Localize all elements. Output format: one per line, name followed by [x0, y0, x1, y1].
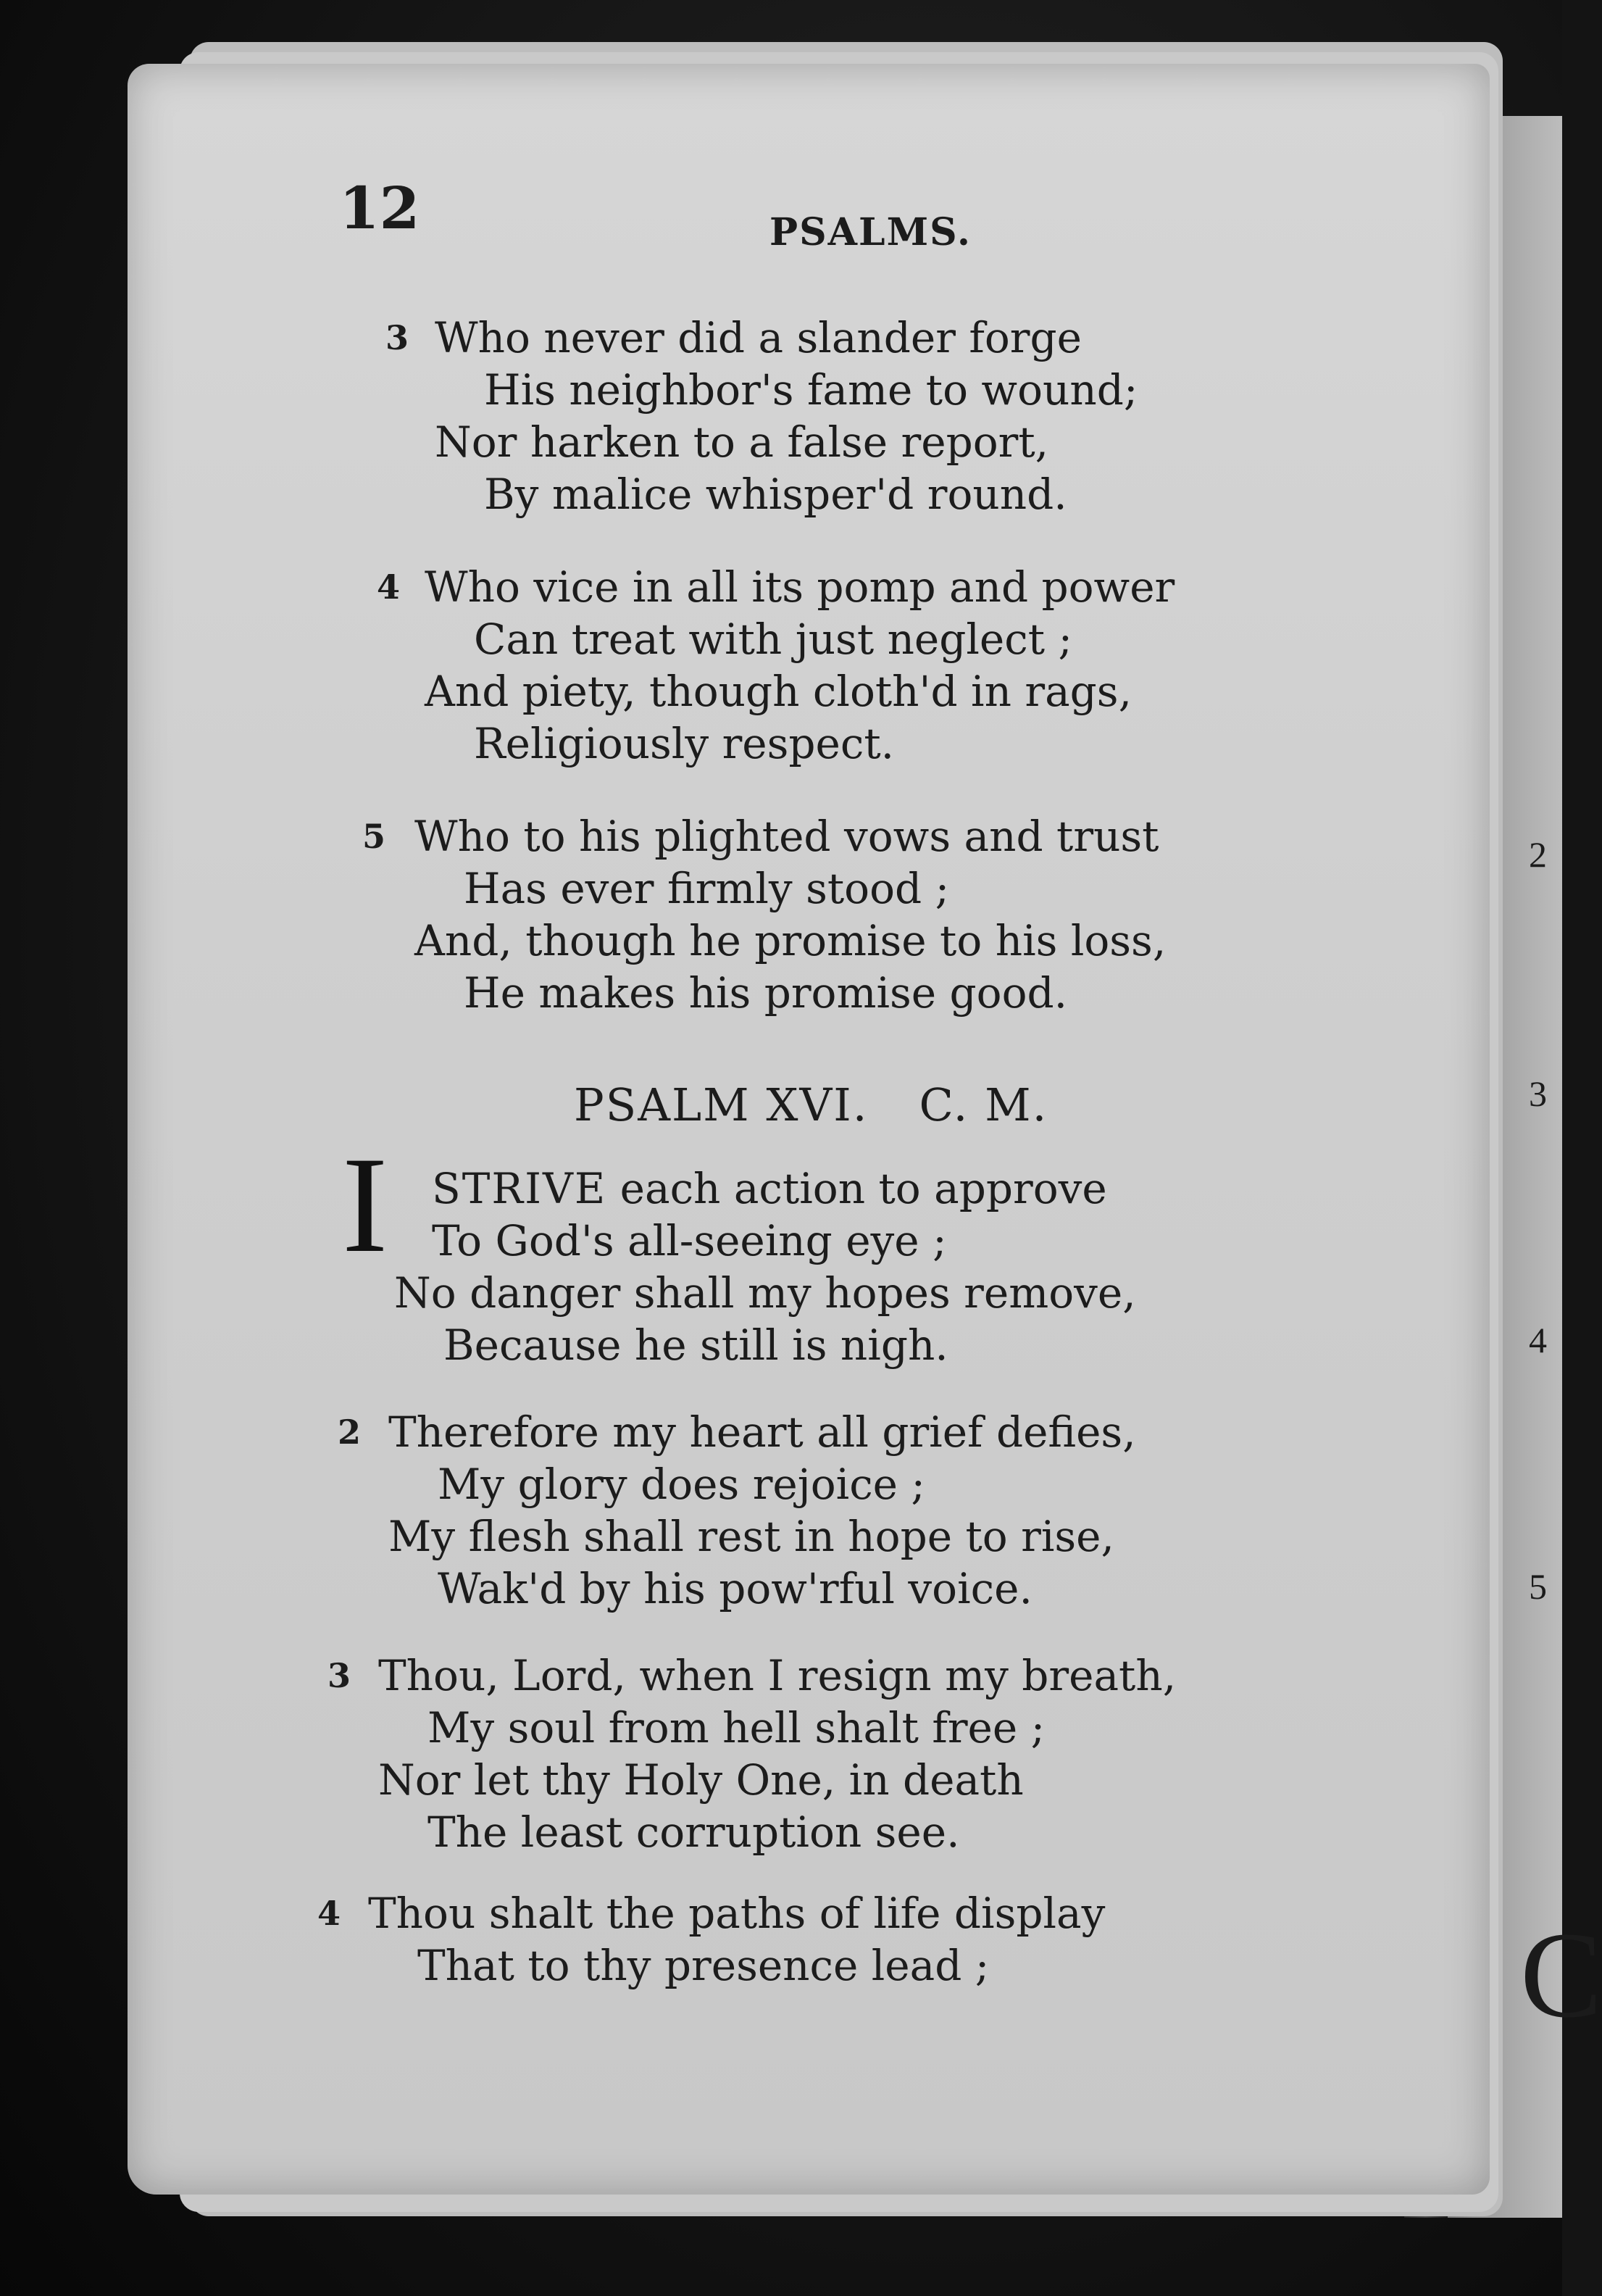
verse-line: My soul from hell shalt free ; — [427, 1703, 1046, 1752]
facing-verse-number: 2 — [1529, 834, 1547, 875]
stanza — [338, 1406, 1136, 1615]
facing-verse-number: 3 — [1529, 1073, 1547, 1114]
verse-line: Wak'd by his pow'rful voice. — [438, 1564, 1032, 1613]
stanza — [328, 1650, 1177, 1858]
psalm-title: PSALM XVI. — [574, 1078, 869, 1131]
facing-partial-capital: C — [1520, 1907, 1602, 2043]
verse-line: His neighbor's fame to wound; — [484, 365, 1138, 415]
verse-line: Therefore my heart all grief defies, — [388, 1407, 1136, 1457]
facing-verse-number: 4 — [1529, 1320, 1547, 1360]
stanza — [362, 810, 1167, 1019]
psalm-heading — [574, 1078, 1048, 1131]
verse-line: My glory does rejoice ; — [438, 1460, 925, 1509]
first-word: STRIVE — [432, 1164, 607, 1213]
verse-number: 4 — [377, 567, 401, 607]
facing-verse-number: 5 — [1529, 1566, 1547, 1607]
verse-number: 3 — [328, 1656, 351, 1695]
verse-line: Thou, Lord, when I resign my breath, — [378, 1651, 1177, 1700]
verse-line: Can treat with just neglect ; — [474, 615, 1073, 664]
verse-number: 4 — [317, 1894, 341, 1933]
verse-line: Nor let thy Holy One, in death — [378, 1755, 1024, 1805]
verse-line: Thou shalt the paths of life display — [368, 1889, 1106, 1938]
stanza — [377, 561, 1175, 770]
verse-line: That to thy presence lead ; — [417, 1941, 990, 1990]
verse-line: Religiously respect. — [474, 719, 895, 768]
verse-line — [432, 1162, 1107, 1215]
verse-line: And piety, though cloth'd in rags, — [425, 667, 1132, 716]
verse-number: 3 — [385, 318, 409, 357]
verse-line: To God's all-seeing eye ; — [432, 1216, 947, 1265]
stanza — [394, 1267, 1136, 1371]
verse-line: The least corruption see. — [427, 1808, 960, 1857]
first-line-rest: each action to approve — [606, 1164, 1107, 1213]
drop-cap: I — [342, 1129, 388, 1281]
verse-line: My flesh shall rest in hope to rise, — [388, 1512, 1114, 1561]
verse-line: He makes his promise good. — [464, 968, 1068, 1018]
verse-line: Because he still is nigh. — [443, 1320, 948, 1370]
stanza — [432, 1162, 1107, 1267]
page-number: 12 — [339, 174, 420, 242]
stanza — [317, 1887, 1106, 1992]
verse-line: Has ever firmly stood ; — [464, 864, 950, 913]
psalm-meter: C. M. — [919, 1078, 1048, 1131]
verse-number: 5 — [362, 817, 386, 856]
stanza — [385, 312, 1138, 520]
verse-line: Who to his plighted vows and trust — [414, 812, 1159, 861]
verse-number: 2 — [338, 1413, 362, 1452]
verse-line: And, though he promise to his loss, — [414, 916, 1167, 965]
verse-line: By malice whisper'd round. — [484, 470, 1067, 519]
running-head: PSALMS. — [769, 210, 972, 254]
verse-line: Nor harken to a false report, — [435, 417, 1049, 467]
verse-line: No danger shall my hopes remove, — [394, 1268, 1136, 1318]
verse-line: Who never did a slander forge — [435, 313, 1082, 362]
verse-line: Who vice in all its pomp and power — [425, 562, 1175, 612]
